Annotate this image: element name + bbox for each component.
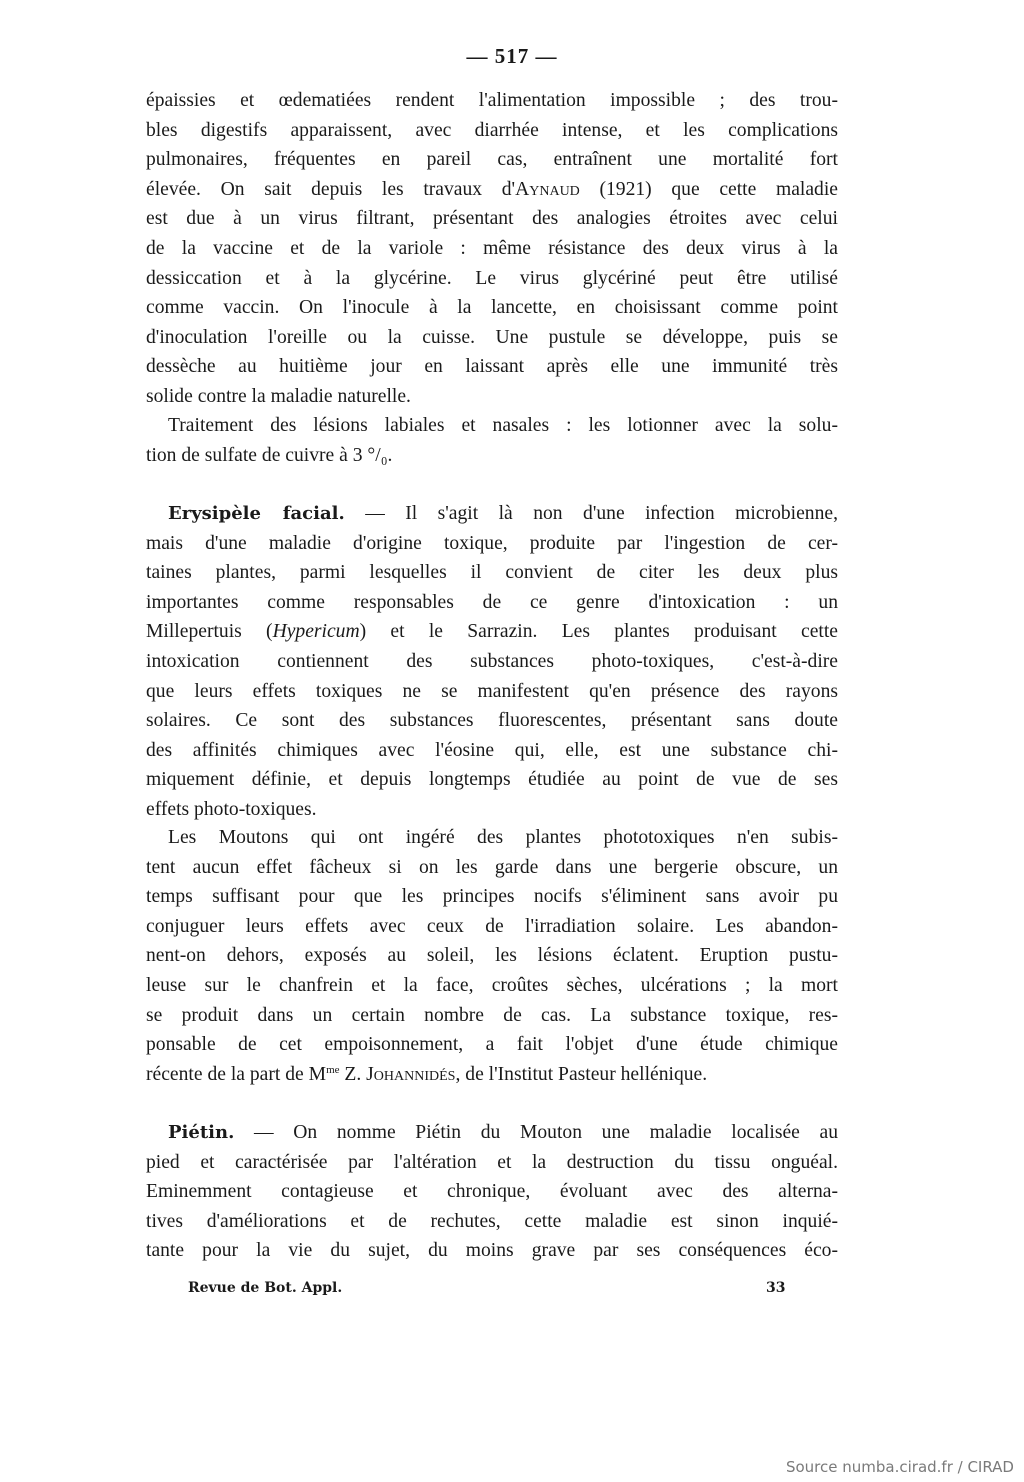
footer-signature-number: 33 bbox=[766, 1280, 786, 1296]
text-line: taines plantes, parmi lesquelles il convient de citer les deux plus bbox=[146, 562, 838, 584]
text-line: que leurs effets toxiques ne se manifestent qu'en présence des rayons bbox=[146, 680, 838, 702]
text-line: est due à un virus filtrant, présentant des analogies étroites avec celui bbox=[146, 208, 838, 230]
text-line: se produit dans un certain nombre de cas. La substance toxique, res- bbox=[146, 1004, 838, 1026]
text-line: Les Moutons qui ont ingéré des plantes phototoxiques n'en subis- bbox=[168, 827, 838, 848]
text-line: tives d'améliorations et de rechutes, cette maladie est sinon inquié- bbox=[146, 1210, 838, 1232]
text-line: pulmonaires, fréquentes en pareil cas, entraînent une mortalité fort bbox=[146, 149, 838, 171]
text-line bbox=[146, 1118, 838, 1148]
text-fragment: , de l'Institut Pasteur hellénique. bbox=[455, 1063, 708, 1085]
text-line: épaissies et œdematiées rendent l'alimentation impossible ; des trou- bbox=[146, 90, 838, 111]
text-line: leuse sur le chanfrein et la face, croûtes sèches, ulcérations ; la mort bbox=[146, 974, 838, 996]
text-line: tion de sulfate de cuivre à 3 °/₀. bbox=[146, 444, 393, 466]
text-line: dessèche au huitième jour en laissant après elle une immunité très bbox=[146, 356, 838, 378]
text-fragment: élevée. On sait depuis les travaux d' bbox=[146, 178, 516, 200]
text-line: d'inoculation l'oreille ou la cuisse. Une pustule se développe, puis se bbox=[146, 326, 838, 348]
text-line: solaires. Ce sont des substances fluorescentes, présentant sans doute bbox=[146, 710, 838, 732]
superscript: me bbox=[326, 1063, 340, 1076]
text-fragment: (1921) que cette maladie bbox=[579, 178, 838, 200]
text-line: temps suffisant pour que les principes nocifs s'éliminent sans avoir pu bbox=[146, 886, 838, 908]
text-line: des affinités chimiques avec l'éosine qui, elle, est une substance chi- bbox=[146, 739, 838, 761]
text-line: pied et caractérisée par l'altération et la destruction du tissu onguéal. bbox=[146, 1151, 838, 1173]
text-fragment: récente de la part de M bbox=[146, 1063, 327, 1085]
paragraph-treatment bbox=[146, 411, 838, 470]
section-heading: Erysipèle facial. bbox=[168, 503, 345, 524]
paragraph-moutons bbox=[146, 823, 838, 1089]
text-line: Eminemment contagieuse et chronique, évoluant avec des alterna- bbox=[146, 1181, 838, 1203]
footer-journal-name: Revue de Bot. Appl. bbox=[188, 1280, 343, 1296]
page-number-header: — 517 — bbox=[466, 44, 558, 68]
text-line: conjuguer leurs effets avec ceux de l'irradiation solaire. Les abandon- bbox=[146, 915, 838, 937]
text-line: ponsable de cet empoisonnement, a fait l'objet d'une étude chimique bbox=[146, 1034, 838, 1056]
text-fragment: — Il s'agit là non d'une infection microbienne, bbox=[344, 503, 839, 524]
text-line: tante pour la vie du sujet, du moins grave par ses conséquences éco- bbox=[146, 1240, 838, 1262]
text-line: intoxication contiennent des substances photo-toxiques, c'est-à-dire bbox=[146, 650, 838, 672]
text-line: mais d'une maladie d'origine toxique, produite par l'ingestion de cer- bbox=[146, 532, 838, 554]
section-erysipele-facial bbox=[146, 499, 838, 825]
text-line bbox=[146, 617, 838, 647]
text-line bbox=[146, 1060, 838, 1090]
text-line: solide contre la maladie naturelle. bbox=[146, 385, 411, 407]
author-name: Z. Johannidés bbox=[339, 1063, 456, 1085]
text-line: bles digestifs apparaissent, avec diarrhée intense, et les complications bbox=[146, 119, 838, 141]
text-fragment: Millepertuis ( bbox=[146, 621, 273, 643]
text-line: importantes comme responsables de ce genre d'intoxication : un bbox=[146, 591, 838, 613]
author-name: Aynaud bbox=[515, 178, 580, 200]
text-line: de la vaccine et de la variole : même résistance des deux virus à la bbox=[146, 237, 838, 259]
paragraph-continuation bbox=[146, 86, 838, 412]
text-line: dessiccation et à la glycérine. Le virus glycériné peut être utilisé bbox=[146, 267, 838, 289]
section-heading: Piétin. bbox=[168, 1122, 235, 1143]
text-line: tent aucun effet fâcheux si on les garde dans une bergerie obscure, un bbox=[146, 856, 838, 878]
text-line: effets photo-toxiques. bbox=[146, 798, 317, 820]
text-fragment: ) et le Sarrazin. Les plantes produisant cette bbox=[359, 621, 838, 643]
section-pietin bbox=[146, 1118, 838, 1266]
text-line bbox=[146, 499, 838, 529]
text-line bbox=[146, 175, 838, 205]
text-line: miquement définie, et depuis longtemps étudiée au point de vue de ses bbox=[146, 769, 838, 791]
text-line: nent-on dehors, exposés au soleil, les lésions éclatent. Eruption pustu- bbox=[146, 945, 838, 967]
source-credit: Source numba.cirad.fr / CIRAD bbox=[785, 1458, 1014, 1476]
latin-name: Hypericum bbox=[272, 621, 360, 643]
text-fragment: — On nomme Piétin du Mouton une maladie localisée au bbox=[234, 1122, 838, 1143]
text-line: comme vaccin. On l'inocule à la lancette, en choisissant comme point bbox=[146, 297, 838, 319]
text-line: Traitement des lésions labiales et nasales : les lotionner avec la solu- bbox=[168, 415, 838, 436]
